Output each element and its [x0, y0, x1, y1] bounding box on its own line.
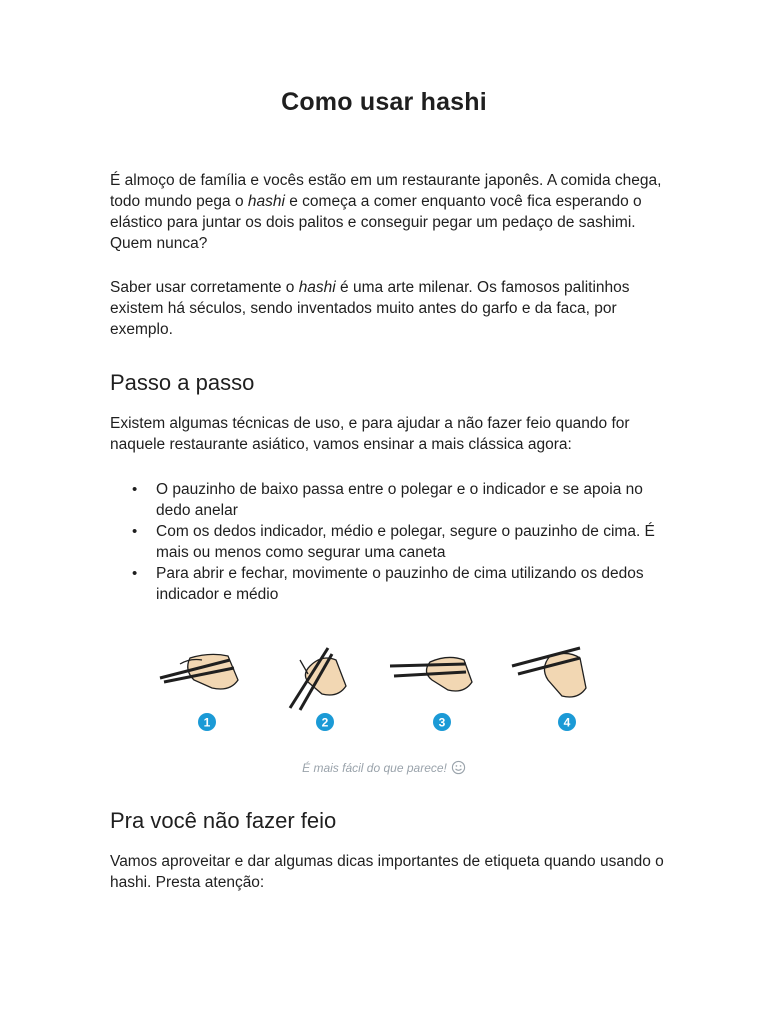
step-badge-4: [558, 713, 576, 731]
section2-paragraph: [110, 851, 670, 893]
section1-paragraph: [110, 413, 670, 455]
intro-text-b: e começa a comer enquanto você fica esperando o elástico para juntar os dois palitos e conseguir pegar um pedaço de sashimi. Quem nunca?: [110, 193, 642, 252]
page-title: Como usar hashi: [281, 88, 487, 116]
step-badge-3: [433, 713, 451, 731]
intro-paragraph-2: [110, 277, 670, 340]
caption-text: É mais fácil do que parece!: [302, 761, 447, 775]
section1-text: Existem algumas técnicas de uso, e para ajudar a não fazer feio quando for naquele restaurante asiático, vamos ensinar a mais clássica agora:: [110, 415, 630, 453]
list-item: • Com os dedos indicador, médio e polegar, segure o pauzinho de cima. É mais ou menos como segurar uma caneta: [156, 521, 670, 563]
step-number: 4: [563, 715, 571, 730]
intro2-text-a: Saber usar corretamente o: [110, 279, 299, 296]
hand-step-3: [390, 657, 472, 691]
smiley-icon: [451, 760, 466, 775]
intro2-emphasis: hashi: [298, 279, 336, 296]
list-item: • O pauzinho de baixo passa entre o polegar e o indicador e se apoia no dedo anelar: [156, 479, 670, 521]
step-number: 3: [438, 715, 446, 730]
section-heading-etiqueta: Pra você não fazer feio: [110, 808, 337, 833]
step-number: 2: [321, 715, 329, 730]
list-item: • Para abrir e fechar, movimente o pauzinho de cima utilizando os dedos indicador e médio: [156, 563, 670, 605]
step-badge-1: [198, 713, 216, 731]
step-badge-2: [316, 713, 334, 731]
steps-list: [110, 479, 670, 605]
section-heading-passo: Passo a passo: [110, 370, 255, 395]
intro-emphasis: hashi: [247, 193, 285, 210]
hand-step-2: [290, 648, 346, 710]
intro2-text-b: é uma arte milenar. Os famosos palitinhos existem há séculos, sendo inventados muito antes do garfo e da faca, por exemplo.: [110, 279, 630, 338]
step-number: 1: [203, 715, 211, 730]
hand-step-4: [512, 648, 586, 697]
hashi-steps-illustration: [150, 630, 600, 750]
hand-step-1: [160, 654, 238, 689]
section2-text: Vamos aproveitar e dar algumas dicas importantes de etiqueta quando usando o hashi. Presta atenção:: [110, 853, 664, 891]
intro-paragraph-1: [110, 170, 670, 254]
intro-text-a: É almoço de família e vocês estão em um restaurante japonês. A comida chega, todo mundo pega o: [110, 172, 662, 210]
figure-caption: [0, 760, 768, 775]
